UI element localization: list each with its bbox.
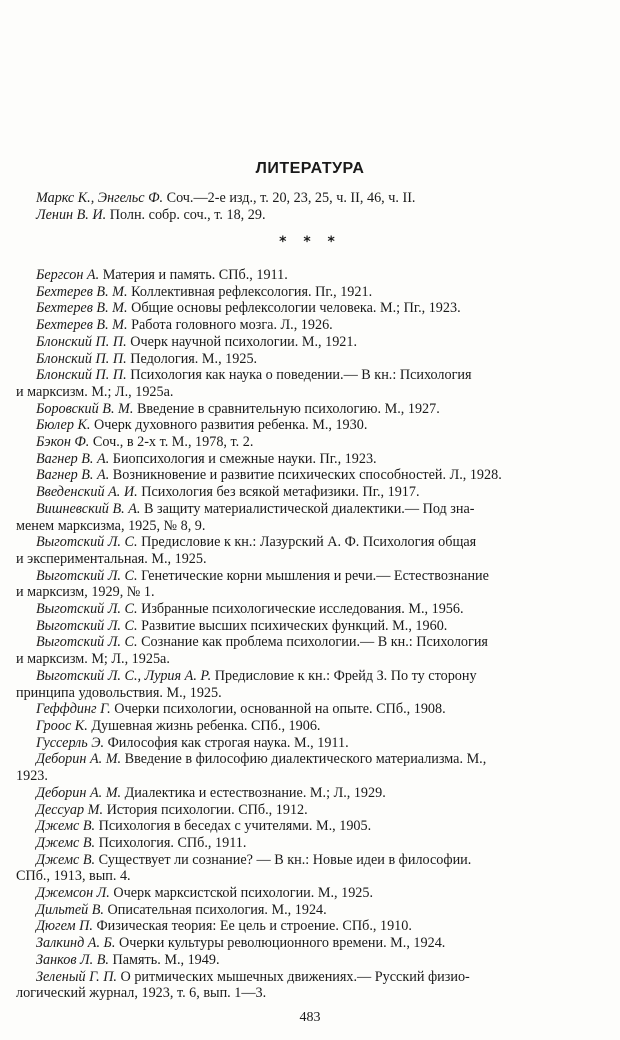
entry-text: Физическая теория: Ее цель и строение. СПб., 1910. <box>92 918 412 935</box>
entry-text: Полн. собр. соч., т. 18, 29. <box>106 206 266 223</box>
entry-continuation: СПб., 1913, вып. 4. <box>16 868 131 885</box>
entry-text: Душевная жизнь ребенка. СПб., 1906. <box>87 717 321 734</box>
entry-author: Блонский П. П. <box>36 333 127 350</box>
entry-author: Джемс В. <box>36 818 96 835</box>
entry-text: Психология без всякой метафизики. Пг., 1917. <box>137 484 420 501</box>
bibliography-entry <box>16 701 612 718</box>
entry-author: Бехтерев В. М. <box>36 300 128 317</box>
bibliography-entry <box>16 718 612 735</box>
bibliography-entry <box>16 300 612 317</box>
bibliography-entry <box>16 467 612 484</box>
entry-author: Вагнер В. А. <box>36 467 110 484</box>
entry-text: Биопсихология и смежные науки. Пг., 1923. <box>109 450 377 467</box>
classics-entry <box>16 207 612 224</box>
entry-text: Диалектика и естествознание. М.; Л., 1929. <box>121 784 386 801</box>
entry-text: История психологии. СПб., 1912. <box>103 801 308 818</box>
entry-text: Педология. М., 1925. <box>126 350 258 367</box>
entry-author: Ленин В. И. <box>36 206 107 223</box>
entry-author: Выготский Л. С., Лурия А. Р. <box>36 667 212 684</box>
bibliography-entry <box>16 952 612 969</box>
entry-text: Введение в философию диалектического материализма. М., <box>121 751 487 768</box>
entry-text: Коллективная рефлексология. Пг., 1921. <box>127 283 373 300</box>
classics-list <box>16 190 612 223</box>
bibliography-entry <box>16 534 612 567</box>
entry-text: Введение в сравнительную психологию. М., 1927. <box>133 400 440 417</box>
entry-text: Философия как строгая наука. М., 1911. <box>104 734 349 751</box>
bibliography-entry <box>16 852 612 885</box>
bibliography-entry <box>16 735 612 752</box>
bibliography-entry <box>16 568 612 601</box>
entry-text: Соч., в 2-х т. М., 1978, т. 2. <box>89 434 254 451</box>
bibliography-entry <box>16 634 612 667</box>
page-title: ЛИТЕРАТУРА <box>255 160 365 177</box>
entry-text: Генетические корни мышления и речи.— Естествознание <box>137 567 489 584</box>
entry-continuation: принципа удовольствия. М., 1925. <box>16 684 222 701</box>
bibliography-entry <box>16 885 612 902</box>
entry-text: Развитие высших психических функций. М., 1960. <box>137 617 448 634</box>
entry-text: Избранные психологические исследования. М., 1956. <box>137 601 464 618</box>
entry-author: Геффдинг Г. <box>36 701 111 718</box>
entry-author: Джемс В. <box>36 851 96 868</box>
bibliography-entry <box>16 668 612 701</box>
bibliography-entry <box>16 451 612 468</box>
entry-author: Введенский А. И. <box>36 484 138 501</box>
entry-text: Предисловие к кн.: Фрейд З. По ту сторону <box>211 667 477 684</box>
entry-author: Занков Л. В. <box>36 951 109 968</box>
entry-author: Маркс К., Энгельс Ф. <box>36 190 164 206</box>
bibliography-entry <box>16 935 612 952</box>
bibliography-entry <box>16 484 612 501</box>
entry-author: Дильтей В. <box>36 901 104 918</box>
page-number: 483 <box>299 1010 321 1025</box>
bibliography-entry <box>16 618 612 635</box>
bibliography-entry <box>16 802 612 819</box>
entry-continuation: логический журнал, 1923, т. 6, вып. 1—3. <box>16 985 267 1002</box>
entry-text: Память. М., 1949. <box>108 951 220 968</box>
entry-author: Джемс В. <box>36 834 96 851</box>
bibliography-entry <box>16 785 612 802</box>
bibliography-entry <box>16 501 612 534</box>
entry-author: Выготский Л. С. <box>36 634 138 651</box>
entry-text: Возникновение и развитие психических способностей. Л., 1928. <box>109 467 502 484</box>
entry-author: Бехтерев В. М. <box>36 317 128 334</box>
bibliography-entry <box>16 401 612 418</box>
bibliography-entry <box>16 818 612 835</box>
section-separator: * * * <box>279 234 341 250</box>
entry-text: Работа головного мозга. Л., 1926. <box>127 317 333 334</box>
entry-text: О ритмических мышечных движениях.— Русский физио- <box>116 968 470 985</box>
bibliography-entry <box>16 317 612 334</box>
bibliography-entry <box>16 751 612 784</box>
entry-text: Очерк духовного развития ребенка. М., 1930. <box>90 417 368 434</box>
entry-author: Бергсон А. <box>36 267 100 283</box>
entry-continuation: менем марксизма, 1925, № 8, 9. <box>16 517 206 534</box>
entry-text: В защиту материалистической диалектики.— Под зна- <box>140 500 475 517</box>
bibliography-entry <box>16 601 612 618</box>
bibliography-entry <box>16 284 612 301</box>
entry-author: Бехтерев В. М. <box>36 283 128 300</box>
entry-text: Очерки культуры революционного времени. М., 1924. <box>115 935 446 952</box>
entry-text: Сознание как проблема психологии.— В кн.: Психология <box>137 634 488 651</box>
bibliography-entry <box>16 434 612 451</box>
bibliography-entry <box>16 835 612 852</box>
entry-text: Материя и память. СПб., 1911. <box>99 267 288 283</box>
entry-author: Зеленый Г. П. <box>36 968 117 985</box>
entry-text: Очерк марксистской психологии. М., 1925. <box>109 885 374 902</box>
entry-text: Психология. СПб., 1911. <box>95 834 247 851</box>
entry-text: Соч.—2-е изд., т. 20, 23, 25, ч. II, 46, ч. II. <box>163 190 416 206</box>
bibliography-entry <box>16 902 612 919</box>
entry-author: Деборин А. М. <box>36 751 122 768</box>
entry-author: Вагнер В. А. <box>36 450 110 467</box>
entry-author: Блонский П. П. <box>36 350 127 367</box>
entry-author: Вишневский В. А. <box>36 500 141 517</box>
entry-author: Выготский Л. С. <box>36 534 138 551</box>
entry-text: Предисловие к кн.: Лазурский А. Ф. Психология общая <box>137 534 477 551</box>
entry-continuation: и марксизм, 1929, № 1. <box>16 584 155 601</box>
entry-text: Существует ли сознание? — В кн.: Новые идеи в философии. <box>95 851 472 868</box>
entry-continuation: и марксизм. М.; Л., 1925а. <box>16 383 174 400</box>
entry-author: Деборин А. М. <box>36 784 122 801</box>
entry-author: Бэкон Ф. <box>36 434 90 451</box>
bibliography-list <box>16 267 612 1002</box>
entry-author: Блонский П. П. <box>36 367 127 384</box>
entry-author: Дессуар М. <box>36 801 104 818</box>
entry-author: Выготский Л. С. <box>36 601 138 618</box>
classics-entry <box>16 190 612 207</box>
bibliography-entry <box>16 918 612 935</box>
entry-author: Выготский Л. С. <box>36 567 138 584</box>
bibliography-entry <box>16 267 612 284</box>
entry-text: Описательная психология. М., 1924. <box>103 901 327 918</box>
entry-text: Психология как наука о поведении.— В кн.: Психология <box>126 367 472 384</box>
entry-author: Залкинд А. Б. <box>36 935 116 952</box>
bibliography-entry <box>16 334 612 351</box>
bibliography-entry <box>16 351 612 368</box>
bibliography-entry <box>16 969 612 1002</box>
entry-text: Общие основы рефлексологии человека. М.; Пг., 1923. <box>127 300 461 317</box>
entry-text: Очерк научной психологии. М., 1921. <box>126 333 358 350</box>
entry-author: Гроос К. <box>36 717 88 734</box>
entry-text: Психология в беседах с учителями. М., 1905. <box>95 818 372 835</box>
entry-author: Дюгем П. <box>36 918 93 935</box>
entry-author: Боровский В. М. <box>36 400 134 417</box>
bibliography-entry <box>16 417 612 434</box>
bibliography-entry <box>16 367 612 400</box>
entry-author: Выготский Л. С. <box>36 617 138 634</box>
entry-author: Бюлер К. <box>36 417 91 434</box>
entry-text: Очерки психологии, основанной на опыте. СПб., 1908. <box>110 701 446 718</box>
entry-continuation: и экспериментальная. М., 1925. <box>16 550 207 567</box>
entry-author: Гуссерль Э. <box>36 734 105 751</box>
entry-continuation: и марксизм. М; Л., 1925а. <box>16 651 170 668</box>
entry-continuation: 1923. <box>16 768 48 785</box>
entry-author: Джемсон Л. <box>36 885 110 902</box>
